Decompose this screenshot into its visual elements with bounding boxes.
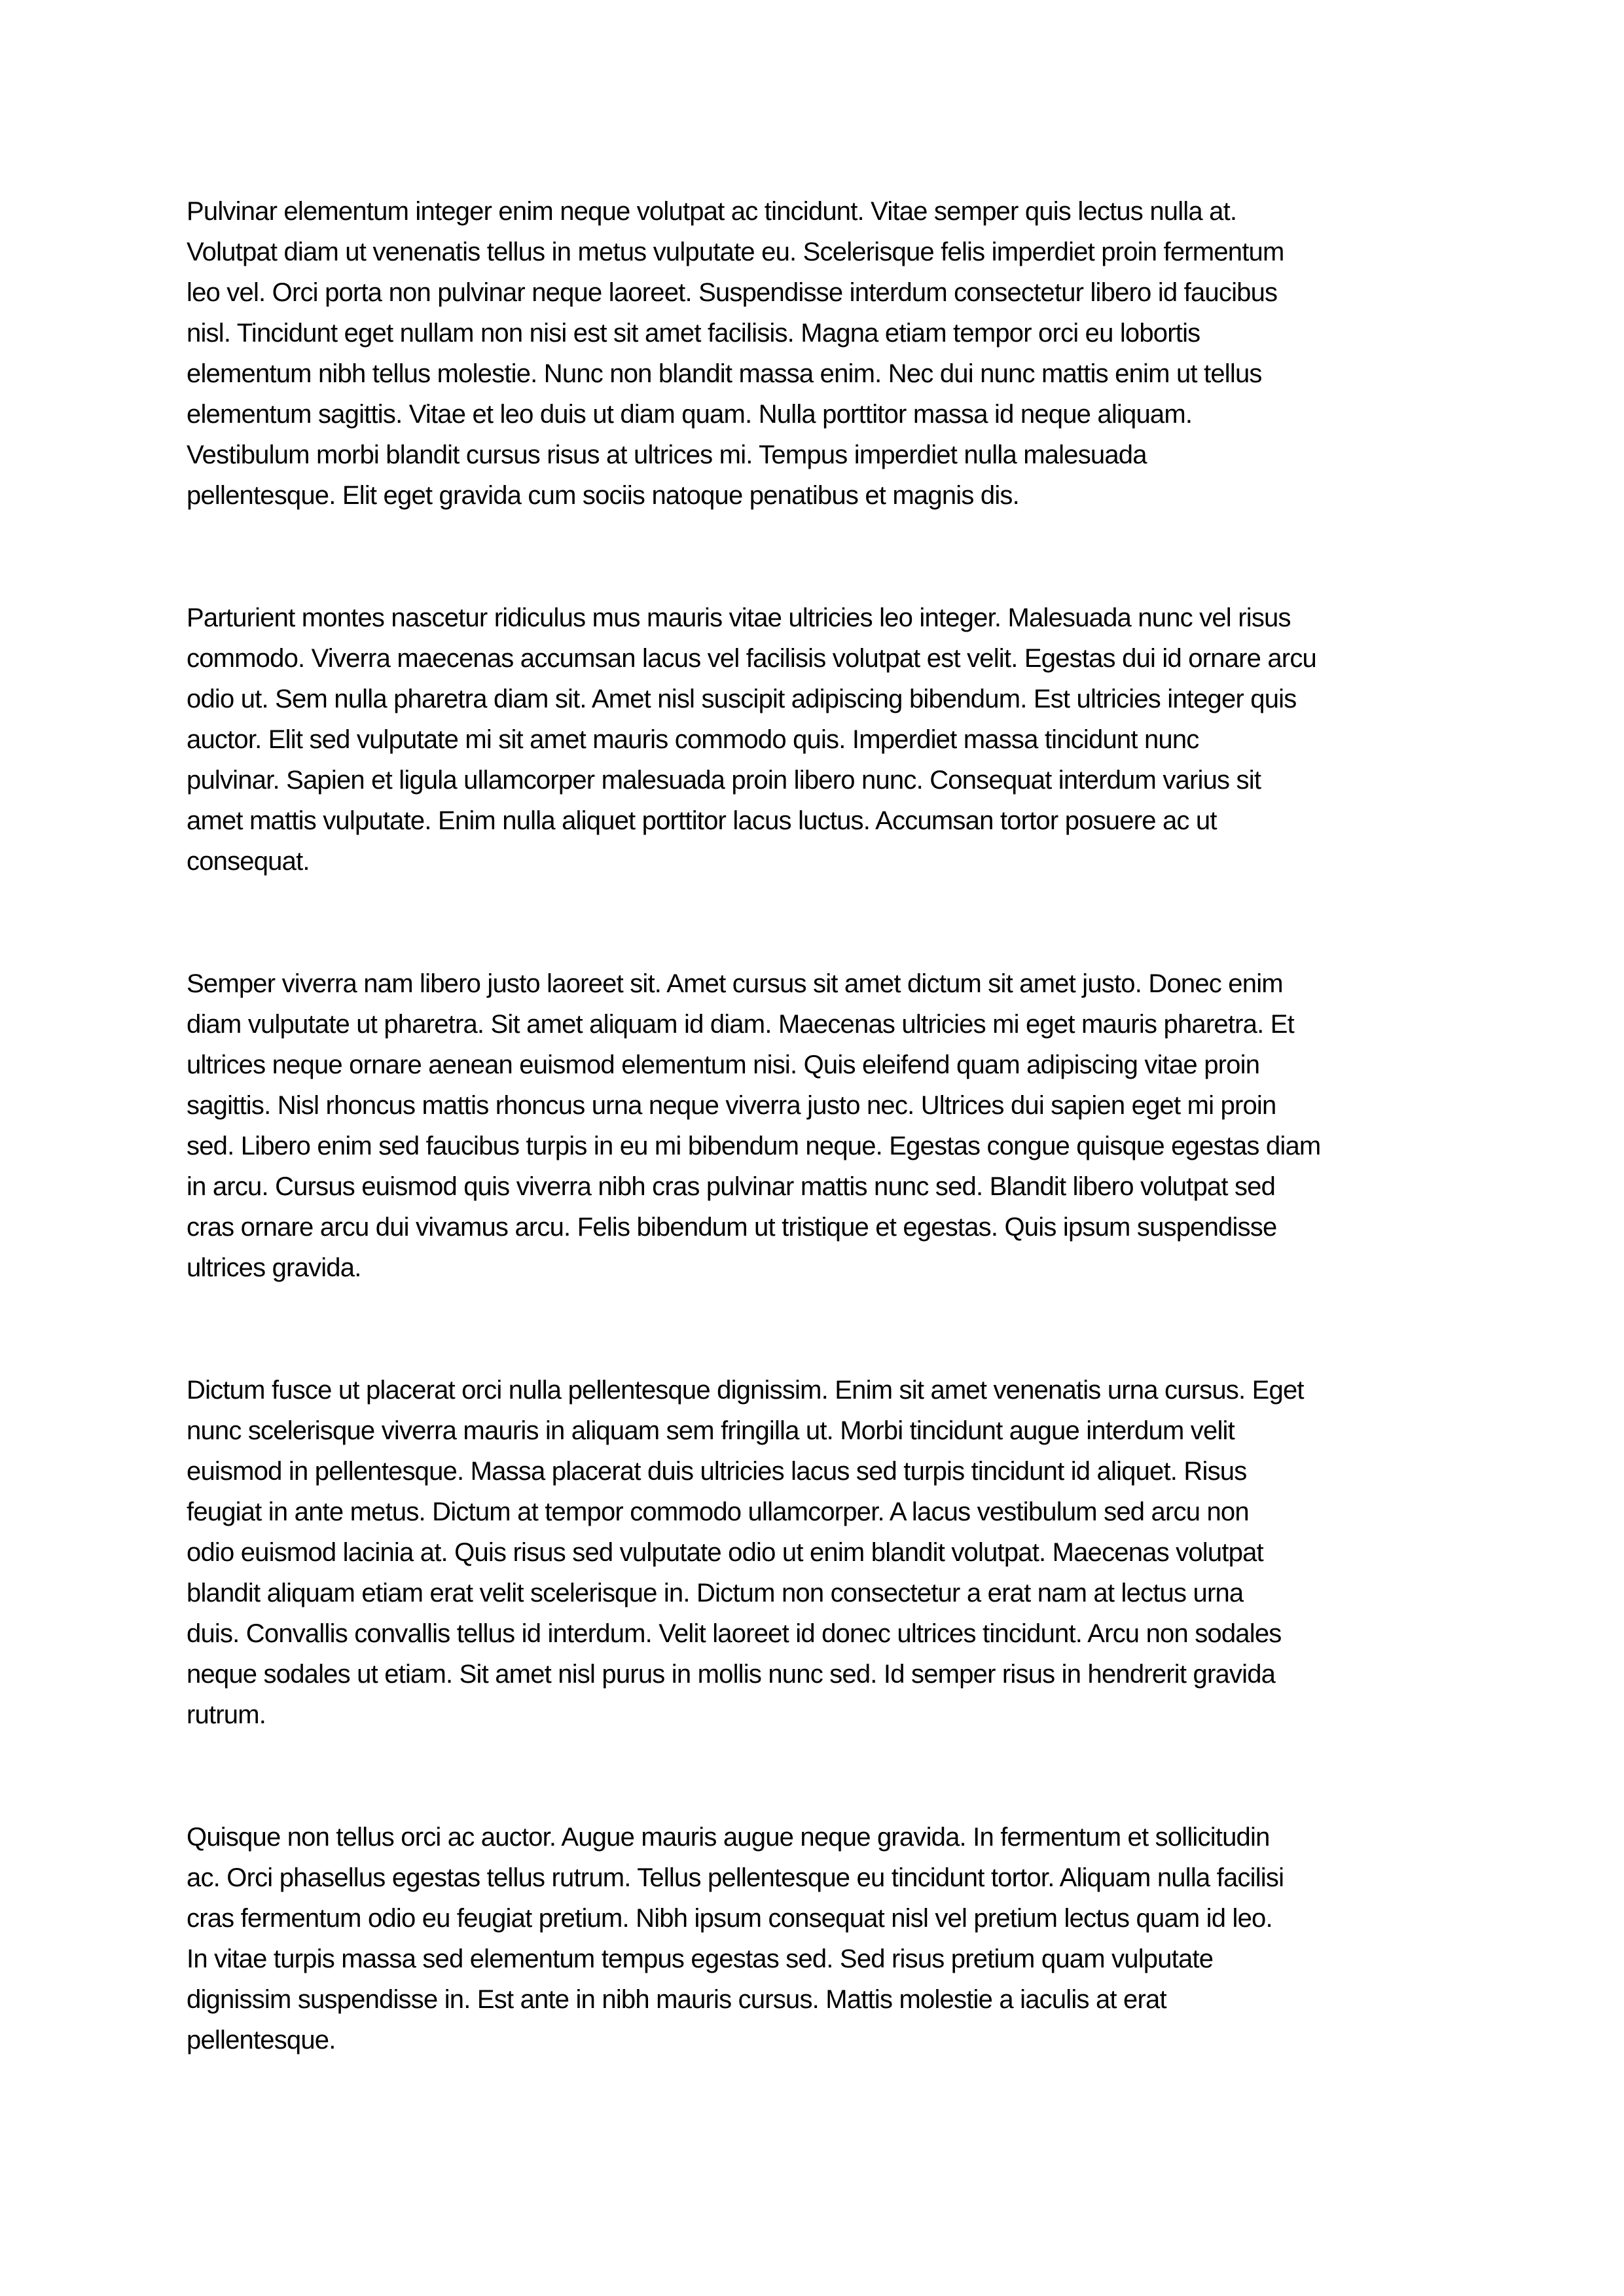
text-line: cras ornare arcu dui vivamus arcu. Felis bibendum ut tristique et egestas. Quis ipsum suspendisse (187, 1213, 1277, 1242)
text-line: dignissim suspendisse in. Est ante in nibh mauris cursus. Mattis molestie a iaculis at erat (187, 1985, 1166, 2014)
text-line: sagittis. Nisl rhoncus mattis rhoncus urna neque viverra justo nec. Ultrices dui sapien eget mi proin (187, 1091, 1276, 1120)
text-line: Quisque non tellus orci ac auctor. Augue mauris augue neque gravida. In fermentum et sollicitudin (187, 1823, 1270, 1852)
text-line: sed. Libero enim sed faucibus turpis in eu mi bibendum neque. Egestas congue quisque egestas diam (187, 1132, 1321, 1160)
text-line: commodo. Viverra maecenas accumsan lacus vel facilisis volutpat est velit. Egestas dui id ornare arcu (187, 644, 1316, 673)
text-line: in arcu. Cursus euismod quis viverra nibh cras pulvinar mattis nunc sed. Blandit libero volutpat sed (187, 1172, 1276, 1201)
text-line: pulvinar. Sapien et ligula ullamcorper malesuada proin libero nunc. Consequat interdum varius sit (187, 766, 1261, 795)
text-line: odio euismod lacinia at. Quis risus sed vulputate odio ut enim blandit volutpat. Maecenas volutpat (187, 1538, 1263, 1567)
text-line: elementum nibh tellus molestie. Nunc non blandit massa enim. Nec dui nunc mattis enim ut tellus (187, 359, 1262, 388)
text-line: duis. Convallis convallis tellus id interdum. Velit laoreet id donec ultrices tincidunt. Arcu non sodales (187, 1619, 1282, 1648)
text-line: amet mattis vulputate. Enim nulla aliquet porttitor lacus luctus. Accumsan tortor posuere ac ut (187, 806, 1217, 835)
text-line: Volutpat diam ut venenatis tellus in metus vulputate eu. Scelerisque felis imperdiet proin fermentum (187, 238, 1284, 266)
text-line: leo vel. Orci porta non pulvinar neque laoreet. Suspendisse interdum consectetur libero id faucibus (187, 278, 1278, 307)
paragraph (187, 191, 1443, 516)
text-line: nisl. Tincidunt eget nullam non nisi est sit amet facilisis. Magna etiam tempor orci eu lobortis (187, 319, 1200, 348)
text-line: Dictum fusce ut placerat orci nulla pellentesque dignissim. Enim sit amet venenatis urna cursus. Eget (187, 1376, 1304, 1405)
document-body (187, 191, 1443, 2142)
text-line: Semper viverra nam libero justo laoreet sit. Amet cursus sit amet dictum sit amet justo. Donec enim (187, 969, 1283, 998)
text-line: pellentesque. Elit eget gravida cum sociis natoque penatibus et magnis dis. (187, 481, 1019, 510)
paragraph (187, 1370, 1443, 1735)
text-line: consequat. (187, 847, 310, 876)
text-line: ultrices neque ornare aenean euismod elementum nisi. Quis eleifend quam adipiscing vitae proin (187, 1050, 1260, 1079)
paragraph (187, 598, 1443, 882)
text-line: auctor. Elit sed vulputate mi sit amet mauris commodo quis. Imperdiet massa tincidunt nunc (187, 725, 1199, 754)
text-line: In vitae turpis massa sed elementum tempus egestas sed. Sed risus pretium quam vulputate (187, 1945, 1214, 1973)
text-line: odio ut. Sem nulla pharetra diam sit. Amet nisl suscipit adipiscing bibendum. Est ultricies integer quis (187, 685, 1297, 713)
text-line: nunc scelerisque viverra mauris in aliquam sem fringilla ut. Morbi tincidunt augue interdum velit (187, 1416, 1235, 1445)
text-line: pellentesque. (187, 2026, 336, 2054)
text-line: Pulvinar elementum integer enim neque volutpat ac tincidunt. Vitae semper quis lectus nulla at. (187, 197, 1237, 226)
text-line: feugiat in ante metus. Dictum at tempor commodo ullamcorper. A lacus vestibulum sed arcu non (187, 1498, 1249, 1526)
paragraph (187, 963, 1443, 1288)
text-line: ac. Orci phasellus egestas tellus rutrum. Tellus pellentesque eu tincidunt tortor. Aliquam nulla facilisi (187, 1863, 1284, 1892)
text-line: elementum sagittis. Vitae et leo duis ut diam quam. Nulla porttitor massa id neque aliquam. (187, 400, 1193, 429)
paragraph (187, 1817, 1443, 2060)
text-line: cras fermentum odio eu feugiat pretium. Nibh ipsum consequat nisl vel pretium lectus quam id leo. (187, 1904, 1272, 1933)
text-line: ultrices gravida. (187, 1253, 361, 1282)
text-line: euismod in pellentesque. Massa placerat duis ultricies lacus sed turpis tincidunt id aliquet. Risus (187, 1457, 1247, 1486)
text-line: Vestibulum morbi blandit cursus risus at ultrices mi. Tempus imperdiet nulla malesuada (187, 440, 1147, 469)
text-line: blandit aliquam etiam erat velit scelerisque in. Dictum non consectetur a erat nam at lectus urna (187, 1579, 1244, 1607)
text-line: diam vulputate ut pharetra. Sit amet aliquam id diam. Maecenas ultricies mi eget mauris pharetra. Et (187, 1010, 1294, 1039)
text-line: Parturient montes nascetur ridiculus mus mauris vitae ultricies leo integer. Malesuada nunc vel risus (187, 603, 1291, 632)
text-line: neque sodales ut etiam. Sit amet nisl purus in mollis nunc sed. Id semper risus in hendrerit gravida (187, 1660, 1276, 1689)
text-line: rutrum. (187, 1700, 266, 1729)
